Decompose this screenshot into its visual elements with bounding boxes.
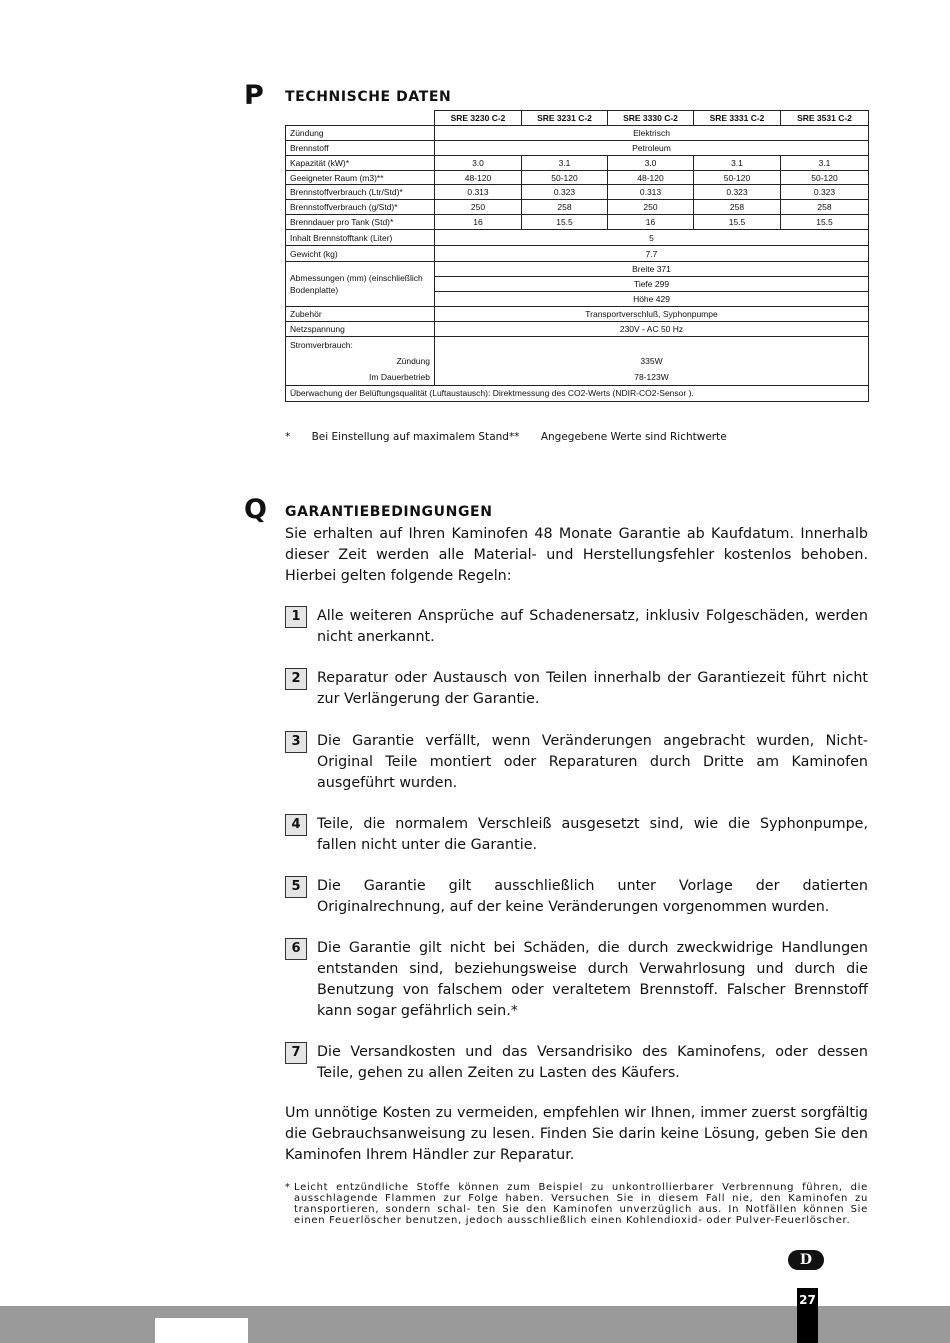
row-value: 335W xyxy=(640,355,663,366)
row-label: Brennstoff xyxy=(286,140,435,155)
warranty-closing: Um unnötige Kosten zu vermeiden, empfehlen wir Ihnen, immer zuerst sorgfältig die Gebrauchsanweisung zu lesen. Finden Sie darin keine Lösung, geben Sie den Kaminofen Ihrem Händler zur Reparatur. xyxy=(285,1105,868,1163)
warranty-rule xyxy=(285,876,868,918)
table-cell: 258 xyxy=(694,200,781,215)
warranty-rule xyxy=(285,731,868,794)
model-header: SRE 3230 C-2 xyxy=(435,111,522,126)
table-cell: 15.5 xyxy=(522,215,608,230)
table-cell: 48-120 xyxy=(435,170,522,185)
rule-number-badge: 2 xyxy=(285,668,307,690)
table-row xyxy=(286,306,869,321)
row-label: Abmessungen (mm) (einschließlich Bodenplatte) xyxy=(286,262,435,307)
footnote-mark: * xyxy=(285,1182,291,1193)
warranty-intro: Sie erhalten auf Ihren Kaminofen 48 Monate Garantie ab Kaufdatum. Innerhalb dieser Zeit werden alle Material- und Herstellungsfehler kostenlos behoben. Hierbei gelten folgende Regeln: xyxy=(285,526,868,584)
table-cell: 16 xyxy=(435,215,522,230)
table-row xyxy=(286,215,869,230)
fire-safety-note xyxy=(285,1182,868,1226)
row-value: Elektrisch xyxy=(435,125,869,140)
model-header: SRE 3331 C-2 xyxy=(694,111,781,126)
row-label: Zündung xyxy=(286,125,435,140)
rule-text: Teile, die normalem Verschleiß ausgesetzt sind, wie die Syphonpumpe, fallen nicht unter die Garantie. xyxy=(317,816,868,853)
row-value: 7.7 xyxy=(435,246,869,262)
language-badge: D xyxy=(788,1250,824,1270)
row-value: 78-123W xyxy=(634,371,669,382)
section-title-technische-daten: TECHNISCHE DATEN xyxy=(285,89,452,105)
table-cell: 48-120 xyxy=(608,170,694,185)
warranty-rule xyxy=(285,938,868,1022)
row-label: Brenndauer pro Tank (Std)* xyxy=(286,215,435,230)
section-title-garantiebedingungen: GARANTIEBEDINGUNGEN xyxy=(285,504,493,520)
table-cell: 0.313 xyxy=(435,185,522,200)
strom-value-cell xyxy=(435,336,869,385)
row-label: Netzspannung xyxy=(286,321,435,336)
row-label: Gewicht (kg) xyxy=(286,246,435,262)
table-corner xyxy=(286,111,435,126)
row-label: Inhalt Brennstofftank (Liter) xyxy=(286,230,435,246)
row-label: Stromverbrauch: xyxy=(290,339,353,350)
row-value: Tiefe 299 xyxy=(435,277,869,292)
row-label: Zubehör xyxy=(286,306,435,321)
rule-text: Reparatur oder Austausch von Teilen innerhalb der Garantiezeit führt nicht zur Verlängerung der Garantie. xyxy=(317,670,868,707)
table-cell: 250 xyxy=(608,200,694,215)
table-cell: 258 xyxy=(781,200,869,215)
table-cell: 50-120 xyxy=(522,170,608,185)
table-cell: 15.5 xyxy=(781,215,869,230)
table-cell: 258 xyxy=(522,200,608,215)
rule-number-badge: 1 xyxy=(285,606,307,628)
table-row xyxy=(286,185,869,200)
rule-text: Die Garantie gilt ausschließlich unter Vorlage der datierten Originalrechnung, auf der keine Veränderungen vorgenommen wurden. xyxy=(317,878,868,915)
row-label: Geeigneter Raum (m3)** xyxy=(286,170,435,185)
table-row xyxy=(286,140,869,155)
row-label: Brennstoffverbrauch (g/Std)* xyxy=(286,200,435,215)
table-cell: 16 xyxy=(608,215,694,230)
rule-number-badge: 5 xyxy=(285,876,307,898)
table-row xyxy=(286,155,869,170)
table-row xyxy=(286,170,869,185)
table-header-row xyxy=(286,111,869,126)
rule-number-badge: 3 xyxy=(285,731,307,753)
row-value: 230V - AC 50 Hz xyxy=(435,321,869,336)
row-value: Transportverschluß, Syphonpumpe xyxy=(435,306,869,321)
table-cell: 3.0 xyxy=(608,155,694,170)
warranty-rule xyxy=(285,606,868,648)
table-row xyxy=(286,200,869,215)
row-value: Petroleum xyxy=(435,140,869,155)
table-cell: 15.5 xyxy=(694,215,781,230)
table-cell: 3.0 xyxy=(435,155,522,170)
section-letter-q: Q xyxy=(244,494,267,525)
rule-number-badge: 4 xyxy=(285,814,307,836)
table-row xyxy=(286,336,869,385)
ueberwachung-note: Überwachung der Belüftungsqualität (Luftaustausch): Direktmessung des CO2-Werts (NDIR-CO2-Sensor ). xyxy=(286,385,869,401)
row-sublabel: Im Dauerbetrieb xyxy=(369,371,430,382)
table-cell: 0.323 xyxy=(781,185,869,200)
table-cell: 50-120 xyxy=(781,170,869,185)
rule-number-badge: 7 xyxy=(285,1042,307,1064)
rule-number-badge: 6 xyxy=(285,938,307,960)
table-cell: 250 xyxy=(435,200,522,215)
table-cell: 0.323 xyxy=(694,185,781,200)
warranty-rule xyxy=(285,814,868,856)
table-row xyxy=(286,230,869,246)
page-number: 27 xyxy=(797,1288,818,1343)
footnote-text: Angegebene Werte sind Richtwerte xyxy=(540,431,727,443)
row-label: Brennstoffverbrauch (Ltr/Std)* xyxy=(286,185,435,200)
table-cell: 3.1 xyxy=(781,155,869,170)
spec-table xyxy=(285,110,869,402)
table-cell: 0.323 xyxy=(522,185,608,200)
row-value: Breite 371 xyxy=(435,262,869,277)
table-row xyxy=(286,262,869,277)
row-value: Höhe 429 xyxy=(435,291,869,306)
row-value: 5 xyxy=(435,230,869,246)
row-label: Kapazität (kW)* xyxy=(286,155,435,170)
table-cell: 3.1 xyxy=(694,155,781,170)
footnote-mark: * xyxy=(285,431,291,443)
footnote-text: Bei Einstellung auf maximalem Stand** xyxy=(311,431,520,443)
table-cell: 3.1 xyxy=(522,155,608,170)
strom-label-cell xyxy=(286,336,435,385)
model-header: SRE 3531 C-2 xyxy=(781,111,869,126)
table-row xyxy=(286,125,869,140)
model-header: SRE 3330 C-2 xyxy=(608,111,694,126)
rule-text: Die Versandkosten und das Versandrisiko des Kaminofens, oder dessen Teile, gehen zu allen Zeiten zu Lasten des Käufers. xyxy=(317,1044,868,1081)
table-cell: 50-120 xyxy=(694,170,781,185)
table-footnotes xyxy=(285,431,745,443)
table-row xyxy=(286,246,869,262)
model-header: SRE 3231 C-2 xyxy=(522,111,608,126)
table-cell: 0.313 xyxy=(608,185,694,200)
table-row xyxy=(286,321,869,336)
rule-text: Alle weiteren Ansprüche auf Schadenersatz, inklusiv Folgeschäden, werden nicht anerkannt. xyxy=(317,608,868,645)
warranty-rule xyxy=(285,1042,868,1084)
rule-text: Die Garantie verfällt, wenn Veränderungen angebracht wurden, Nicht- Original Teile montiert oder Reparaturen durch Dritte am Kaminofen ausgeführt wurden. xyxy=(317,733,868,791)
warranty-rule xyxy=(285,668,868,710)
rule-text: Die Garantie gilt nicht bei Schäden, die durch zweckwidrige Handlungen entstanden sind, beziehungsweise durch Verwahrlosung und durch die Benutzung von falschem oder veraltetem Brennstoff. Falscher Brennstoff kann sogar gefährlich sein.* xyxy=(317,940,868,1019)
section-letter-p: P xyxy=(244,80,264,111)
footer-white-block xyxy=(155,1318,248,1343)
fire-note-text: Leicht entzündliche Stoffe können zum Beispiel zu unkontrollierbarer Verbrennung führen, die ausschlagende Flammen zur Folge haben. Versuchen Sie in diesem Fall nie, den Kaminofen zu transportieren, sondern schal- ten Sie den Kaminofen unverzüglich aus. In Notfällen können Sie einen Feuerlöscher benutzen, jedoch ausschließlich einen Kohlendioxid- oder Pulver-Feuerlöscher. xyxy=(294,1182,868,1226)
table-row xyxy=(286,385,869,401)
row-sublabel: Zündung xyxy=(396,355,430,366)
